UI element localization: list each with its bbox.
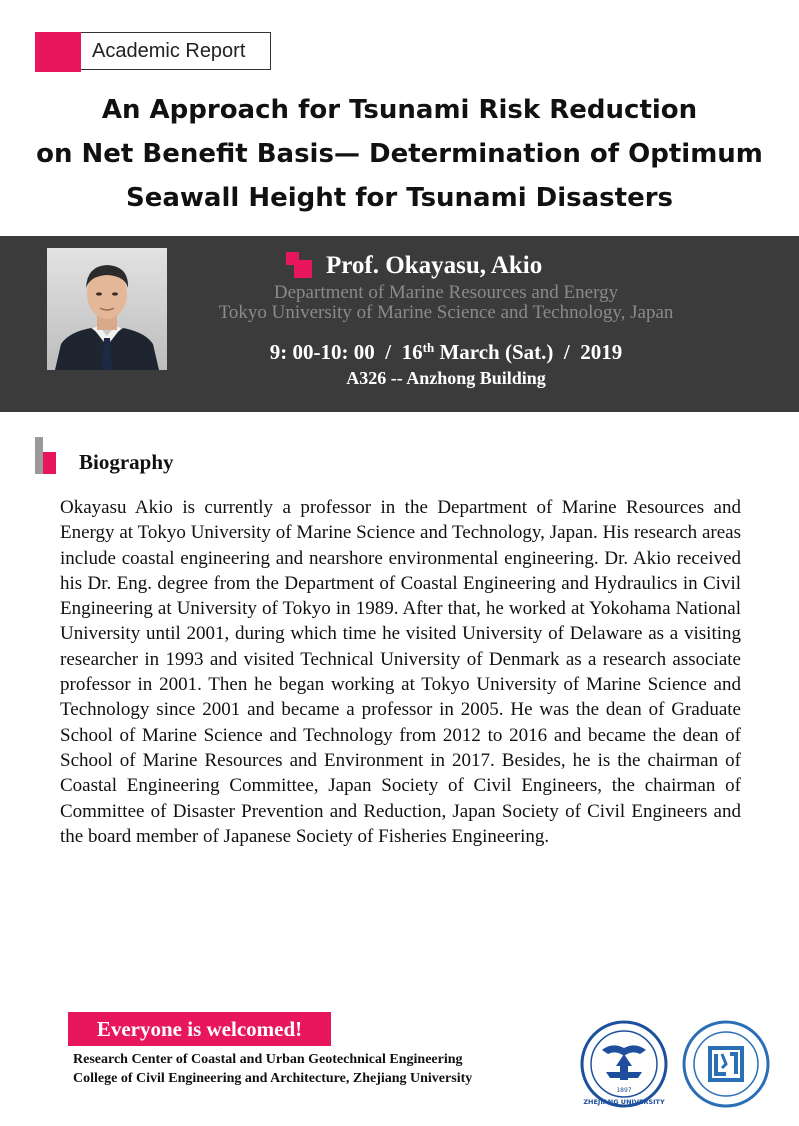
event-month: March (Sat.) [439, 340, 554, 364]
organizer-line-2: College of Civil Engineering and Architecture, Zhejiang University [73, 1071, 473, 1086]
separator: / [563, 340, 570, 364]
logo-university-name: ZHEJIANG UNIVERSITY [583, 1098, 665, 1106]
event-year: 2019 [580, 340, 623, 364]
research-center-logo-icon [682, 1020, 770, 1108]
title-line-2: on Net Benefit Basis— Determination of Optimum [36, 139, 763, 169]
zhejiang-university-seal-icon [580, 1020, 668, 1108]
tag-accent-bar [35, 32, 81, 72]
tag-label: Academic Report [92, 40, 246, 62]
report-title [0, 88, 799, 220]
biography-text: Okayasu Akio is currently a professor in the Department of Marine Resources and Energy at Tokyo University of Marine Science and Technology, Japan. His research areas include coastal engineering and nearshore environmental engineering. Dr. Akio received his Dr. Eng. degree from the Department of Coastal Engineering and Hydraulics in Civil Engineering at University of Tokyo in 1989. After that, he worked at Yokohama National University until 2001, during which time he visited University of Delaware as a visiting researcher in 1993 and visited Technical University of Denmark as a research associate professor in 2001. Then he began working at Tokyo University of Marine Science and Technology since 2001 and became a professor in 2005. He was the dean of Graduate School of Marine Science and Technology from 2012 to 2016 and became the dean of School of Marine Resources and Environment in 2017. Besides, he is the chairman of Coastal Engineering Committee, Japan Society of Civil Engineers, the chairman of Committee of Disaster Prevention and Reduction, Japan Society of Civil Engineers and the board member of Japanese Society of Fisheries Engineering. [60, 497, 741, 847]
event-day-suffix: th [422, 340, 435, 355]
speaker-university: Tokyo University of Marine Science and Technology, Japan [218, 302, 674, 323]
speaker-department: Department of Marine Resources and Energy [273, 282, 619, 303]
biography-marker-gray [35, 437, 43, 474]
title-line-3: Seawall Height for Tsunami Disasters [125, 183, 674, 213]
title-line-1: An Approach for Tsunami Risk Reduction [101, 95, 698, 125]
event-time: 9: 00-10: 00 [269, 340, 375, 364]
biography-marker-pink [43, 452, 56, 474]
biography-heading: Biography [79, 450, 174, 474]
speaker-marker-icon [286, 252, 312, 278]
speaker-name: Prof. Okayasu, Akio [326, 252, 543, 279]
event-datetime [0, 340, 799, 365]
organizer-line-1: Research Center of Coastal and Urban Geotechnical Engineering [73, 1052, 463, 1067]
logo-year: 1897 [616, 1087, 632, 1094]
welcome-banner: Everyone is welcomed! [68, 1012, 331, 1046]
separator: / [385, 340, 392, 364]
event-location: A326 -- Anzhong Building [346, 368, 546, 388]
event-day: 16 [401, 340, 423, 364]
